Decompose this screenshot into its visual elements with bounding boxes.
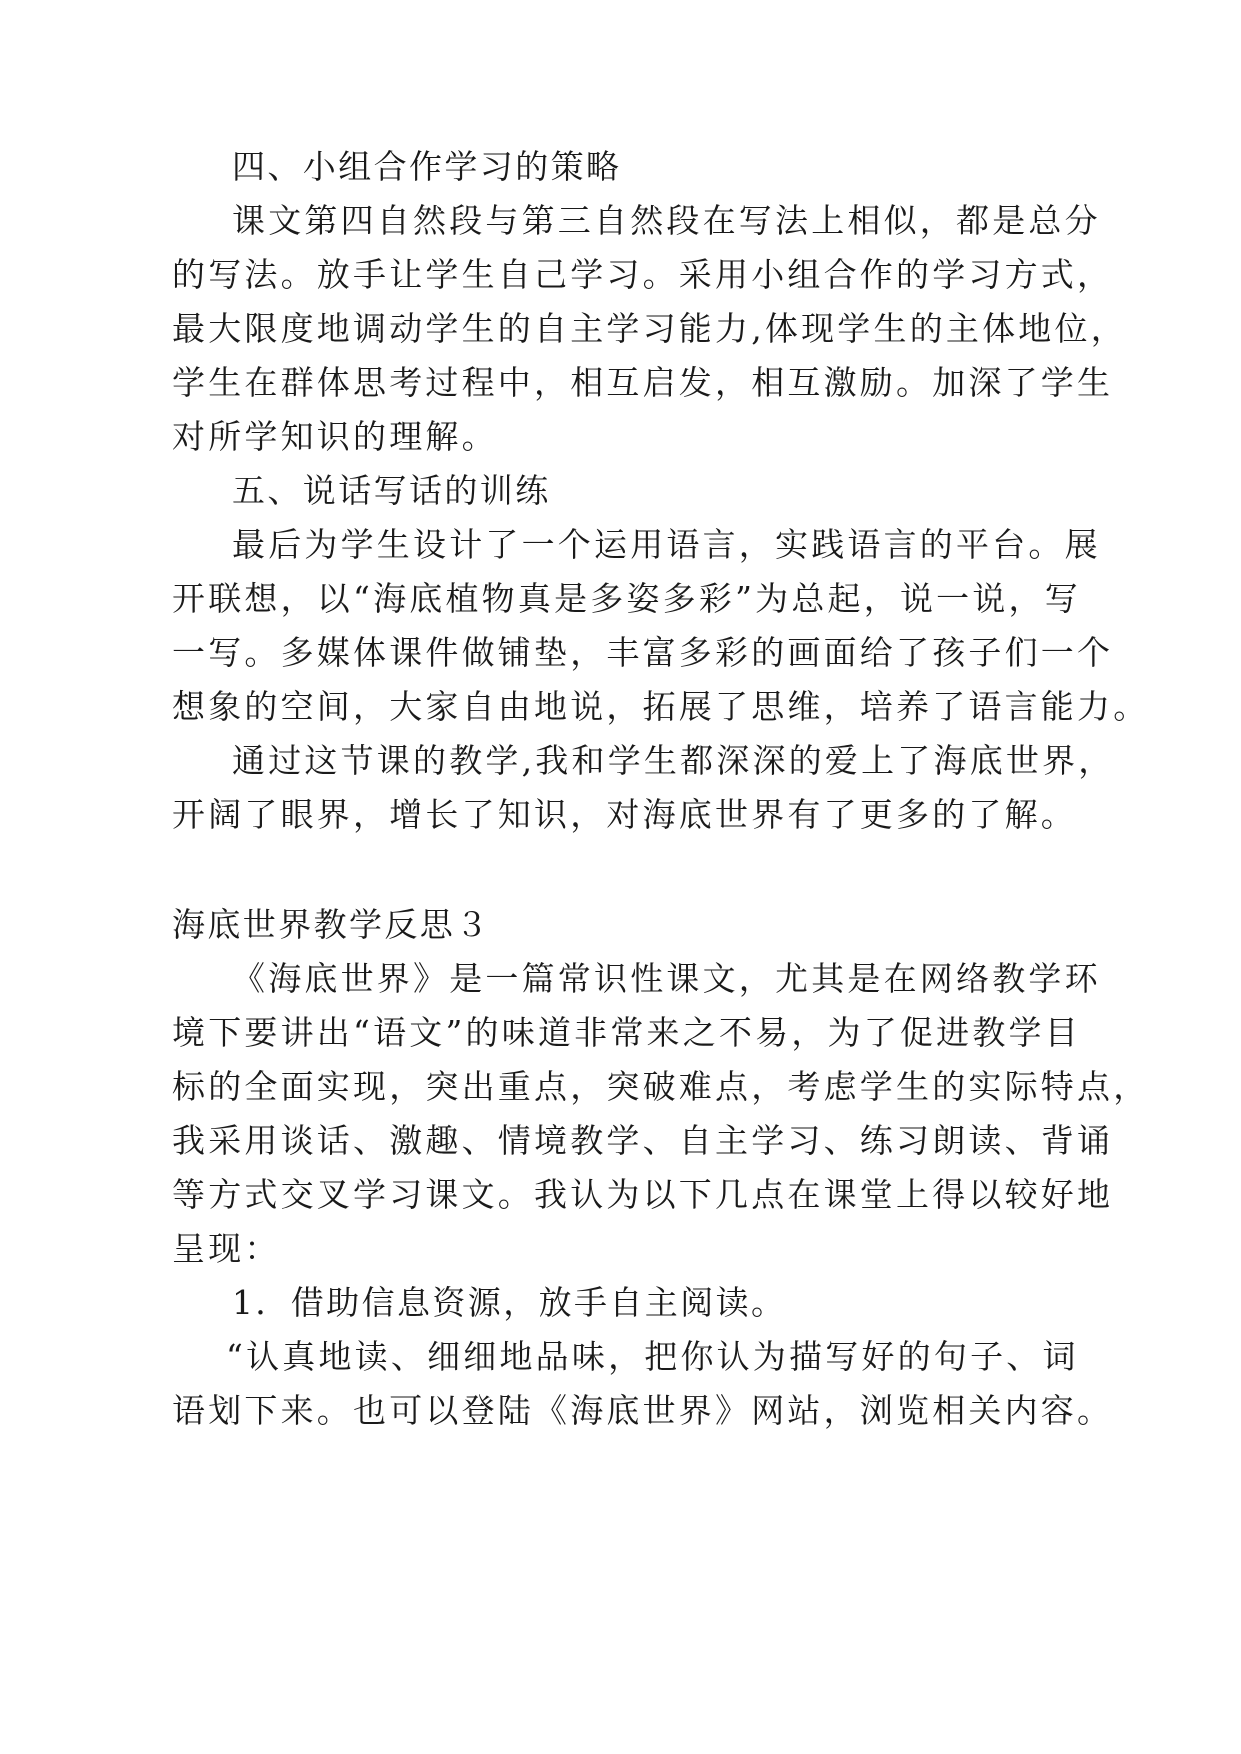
paragraph-line: 最大限度地调动学生的自主学习能力,体现学生的主体地位， bbox=[172, 309, 1127, 348]
paragraph-line: 语划下来。也可以登陆《海底世界》网站，浏览相关内容。 bbox=[172, 1391, 1114, 1430]
article-title: 海底世界教学反思３ bbox=[172, 905, 491, 944]
paragraph-line: “认真地读、细细地品味，把你认为描写好的句子、词 bbox=[226, 1337, 1079, 1376]
paragraph-line: 《海底世界》是一篇常识性课文，尤其是在网络教学环 bbox=[232, 959, 1101, 998]
paragraph-line: 想象的空间，大家自由地说，拓展了思维，培养了语言能力。 bbox=[172, 687, 1150, 726]
paragraph-line: 学生在群体思考过程中，相互启发，相互激励。加深了学生 bbox=[172, 363, 1114, 402]
paragraph-line: 对所学知识的理解。 bbox=[172, 417, 498, 456]
paragraph-line: 等方式交叉学习课文。我认为以下几点在课堂上得以较好地 bbox=[172, 1175, 1114, 1214]
list-item-heading: 1．借助信息资源，放手自主阅读。 bbox=[232, 1283, 787, 1322]
paragraph-line: 一写。多媒体课件做铺垫，丰富多彩的画面给了孩子们一个 bbox=[172, 633, 1114, 672]
section-heading: 四、小组合作学习的策略 bbox=[232, 147, 622, 186]
paragraph-line: 呈现： bbox=[172, 1229, 281, 1268]
paragraph-line: 我采用谈话、激趣、情境教学、自主学习、练习朗读、背诵 bbox=[172, 1121, 1114, 1160]
paragraph-line: 通过这节课的教学,我和学生都深深的爱上了海底世界， bbox=[232, 741, 1115, 780]
paragraph-line: 最后为学生设计了一个运用语言，实践语言的平台。展 bbox=[232, 525, 1101, 564]
paragraph-line: 课文第四自然段与第三自然段在写法上相似，都是总分 bbox=[232, 201, 1101, 240]
paragraph-line: 标的全面实现，突出重点，突破难点，考虑学生的实际特点， bbox=[172, 1067, 1150, 1106]
paragraph-line: 开联想，以“海底植物真是多姿多彩”为总起，说一说，写 bbox=[172, 579, 1081, 618]
section-heading: 五、说话写话的训练 bbox=[232, 471, 551, 510]
paragraph-line: 开阔了眼界，增长了知识，对海底世界有了更多的了解。 bbox=[172, 795, 1077, 834]
paragraph-line: 境下要讲出“语文”的味道非常来之不易，为了促进教学目 bbox=[172, 1013, 1081, 1052]
paragraph-line: 的写法。放手让学生自己学习。采用小组合作的学习方式， bbox=[172, 255, 1114, 294]
